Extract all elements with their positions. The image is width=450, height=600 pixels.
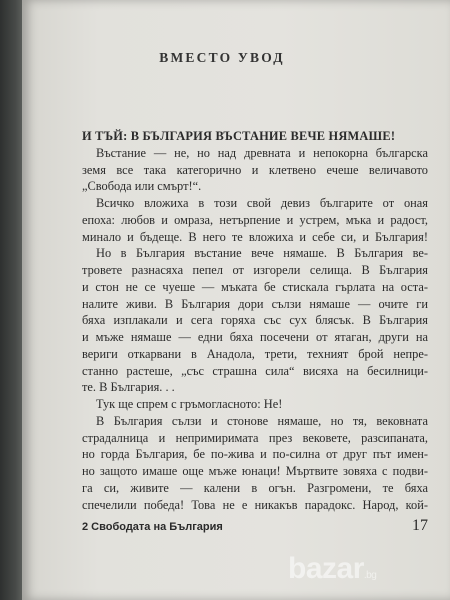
page-number: 17 [412, 517, 428, 534]
text-line: Тук ще спрем с гръмогласното: Не! [96, 397, 283, 411]
text-line: налите живи. В България дори сълзи нямаше — очите ги [82, 296, 428, 311]
book-page [22, 0, 450, 600]
text-line: бяха изплакали и сега горяха със сух блясък. В България [82, 313, 428, 328]
text-line: га си, живите — калени в огън. Разгромени, те бяха [82, 480, 428, 495]
text-line: Въстание — не, но над древната и непокорна българска [96, 145, 428, 160]
text-line: и стон не се чуеше — мъката бе стискала гърлата на оста- [82, 279, 428, 294]
text-line: те. В България. . . [82, 380, 175, 395]
book-spine [0, 0, 22, 600]
text-line: земя все така категорично и клетвено ечеше величавото [82, 162, 428, 177]
text-line: тровете разнасяха пепел от изгорели селища. В България [82, 263, 428, 277]
chapter-heading: ВМЕСТО УВОД [159, 50, 285, 65]
text-line: но горда България, бе по-жива и по-силна от друг път имен- [82, 447, 428, 462]
text-line: страдалница и непримиримата през вековете, разсипаната, [82, 430, 428, 445]
text-line: и мъже нямаше — едни бяха посечени от ятаган, други на [82, 330, 428, 344]
text-line: Но в България въстание вече нямаше. В България ве- [96, 246, 428, 261]
watermark-text: bazar [288, 552, 364, 585]
text-line: но защото имаше още мъже юнаци! Мъртвите зовяха с подви- [82, 464, 428, 478]
body-text [82, 128, 428, 513]
text-line: станно растеше, „със страшна сила“ висяха на бесилници- [82, 363, 428, 378]
text-line: минало и бъдеще. В него те вложиха и себе си, и България! [82, 229, 428, 244]
text-line: епоха: любов и омраза, нетърпение и устрем, мъка и радост, [82, 212, 428, 227]
text-line: В България сълзи и стонове нямаше, но тя, вековната [96, 413, 428, 428]
watermark-suffix: .bg [363, 570, 377, 581]
text-line: И ТЪЙ: В БЪЛГАРИЯ ВЪСТАНИЕ ВЕЧЕ НЯМАШЕ! [82, 129, 396, 143]
signature-mark: 2 Свободата на България [82, 521, 223, 533]
watermark-logo [288, 552, 438, 592]
text-line: вериги откарвани в Анадола, трети, техният брой непре- [82, 346, 428, 361]
text-line: „Свобода или смърт!“. [82, 179, 202, 194]
text-line: Всичко вложиха в този свой девиз българите от оная [96, 196, 428, 210]
text-line: спечелили победа! Това не е никакъв парадокс. Народ, кой- [82, 497, 428, 512]
